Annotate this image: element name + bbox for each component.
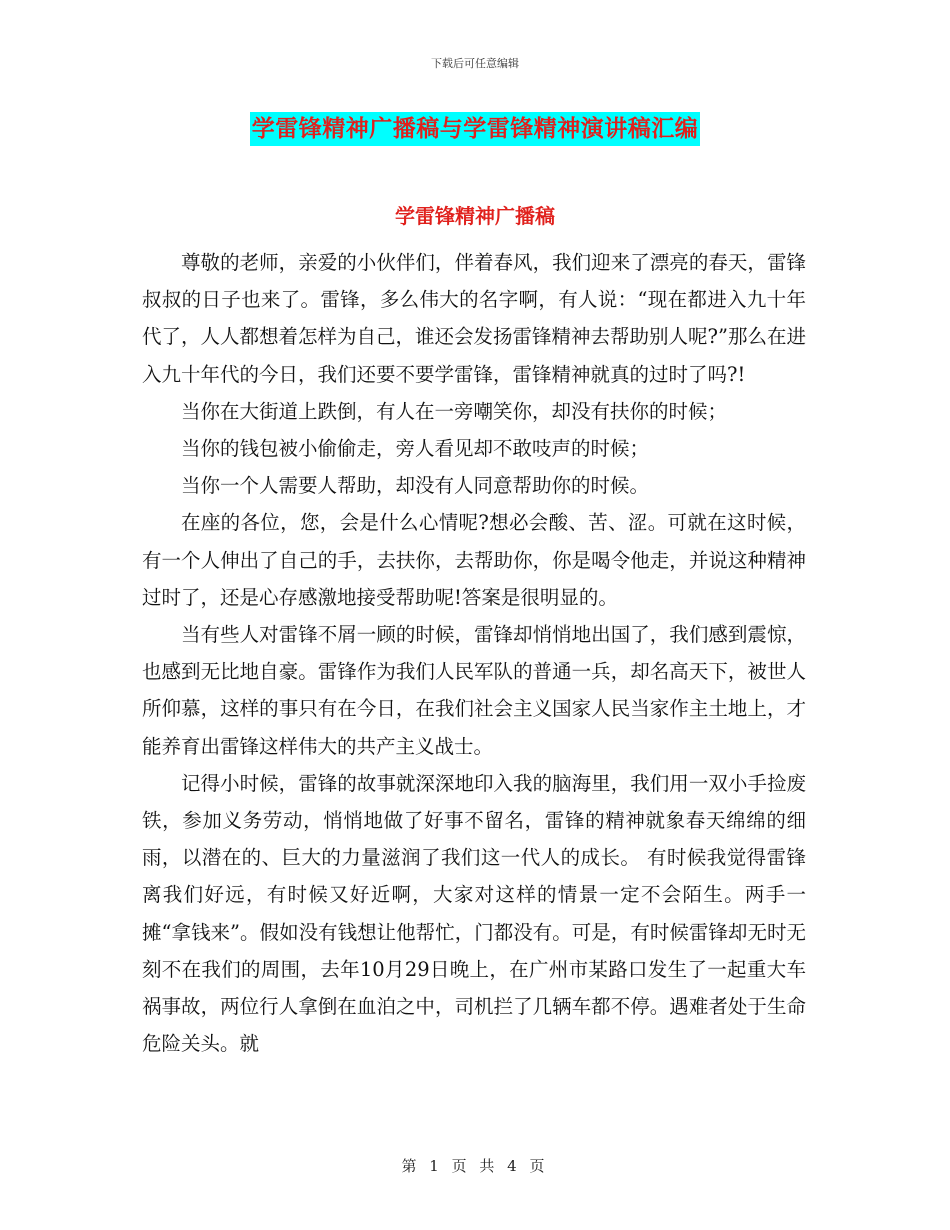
paragraph: 当你一个人需要人帮助，却没有人同意帮助你的时候。 — [181, 474, 650, 498]
paragraph: 当你在大街道上跌倒，有人在一旁嘲笑你，却没有扶你的时候； — [181, 399, 728, 423]
paragraph: 尊敬的老师，亲爱的小伙伴们，伴着春风，我们迎来了漂亮的春天，雷锋叔叔的日子也来了。雷锋，多么伟大的名字啊，有人说：“现在都进入九十年代了，人人都想着怎样为自己，谁还会发扬雷锋精神去帮助别人呢?”那么在进入九十年代的今日，我们还要不要学雷锋，雷锋精神就真的过时了吗?! — [142, 251, 806, 386]
paragraph: 当你的钱包被小偷偷走，旁人看见却不敢吱声的时候； — [181, 437, 650, 461]
header-note: 下载后可任意编辑 — [431, 57, 519, 70]
paragraph: 记得小时候，雷锋的故事就深深地印入我的脑海里，我们用一双小手捡废铁，参加义务劳动，悄悄地做了好事不留名，雷锋的精神就象春天绵绵的细雨，以潜在的、巨大的力量滋润了我们这一代人的成长。 有时候我觉得雷锋离我们好远，有时候又好近啊，大家对这样的情景一定不会陌生。两手一摊“拿钱来”。假如没有钱想让他帮忙，门都没有。可是，有时候雷锋却无时无刻不在我们的周围，去年10月29日晚上，在广州市某路口发生了一起重大车祸事故，两位行人拿倒在血泊之中，司机拦了几辆车都不停。遇难者处于生命危险关头。就 — [142, 771, 806, 1056]
main-title-container — [0, 112, 950, 146]
page-number-footer: 第 1 页 共 4 页 — [401, 1157, 549, 1175]
section-title: 学雷锋精神广播稿 — [395, 204, 555, 228]
document-body — [142, 244, 806, 1062]
document-main-title: 学雷锋精神广播稿与学雷锋精神演讲稿汇编 — [250, 112, 701, 146]
paragraph: 当有些人对雷锋不屑一顾的时候，雷锋却悄悄地出国了，我们感到震惊，也感到无比地自豪。雷锋作为我们人民军队的普通一兵，却名高天下，被世人所仰慕，这样的事只有在今日，在我们社会主义国家人民当家作主土地上，才能养育出雷锋这样伟大的共产主义战士。 — [142, 623, 806, 758]
paragraph: 在座的各位，您，会是什么心情呢?想必会酸、苦、涩。可就在这时候，有一个人伸出了自己的手，去扶你，去帮助你，你是喝令他走，并说这种精神过时了，还是心存感激地接受帮助呢!答案是很明显的。 — [142, 511, 806, 609]
